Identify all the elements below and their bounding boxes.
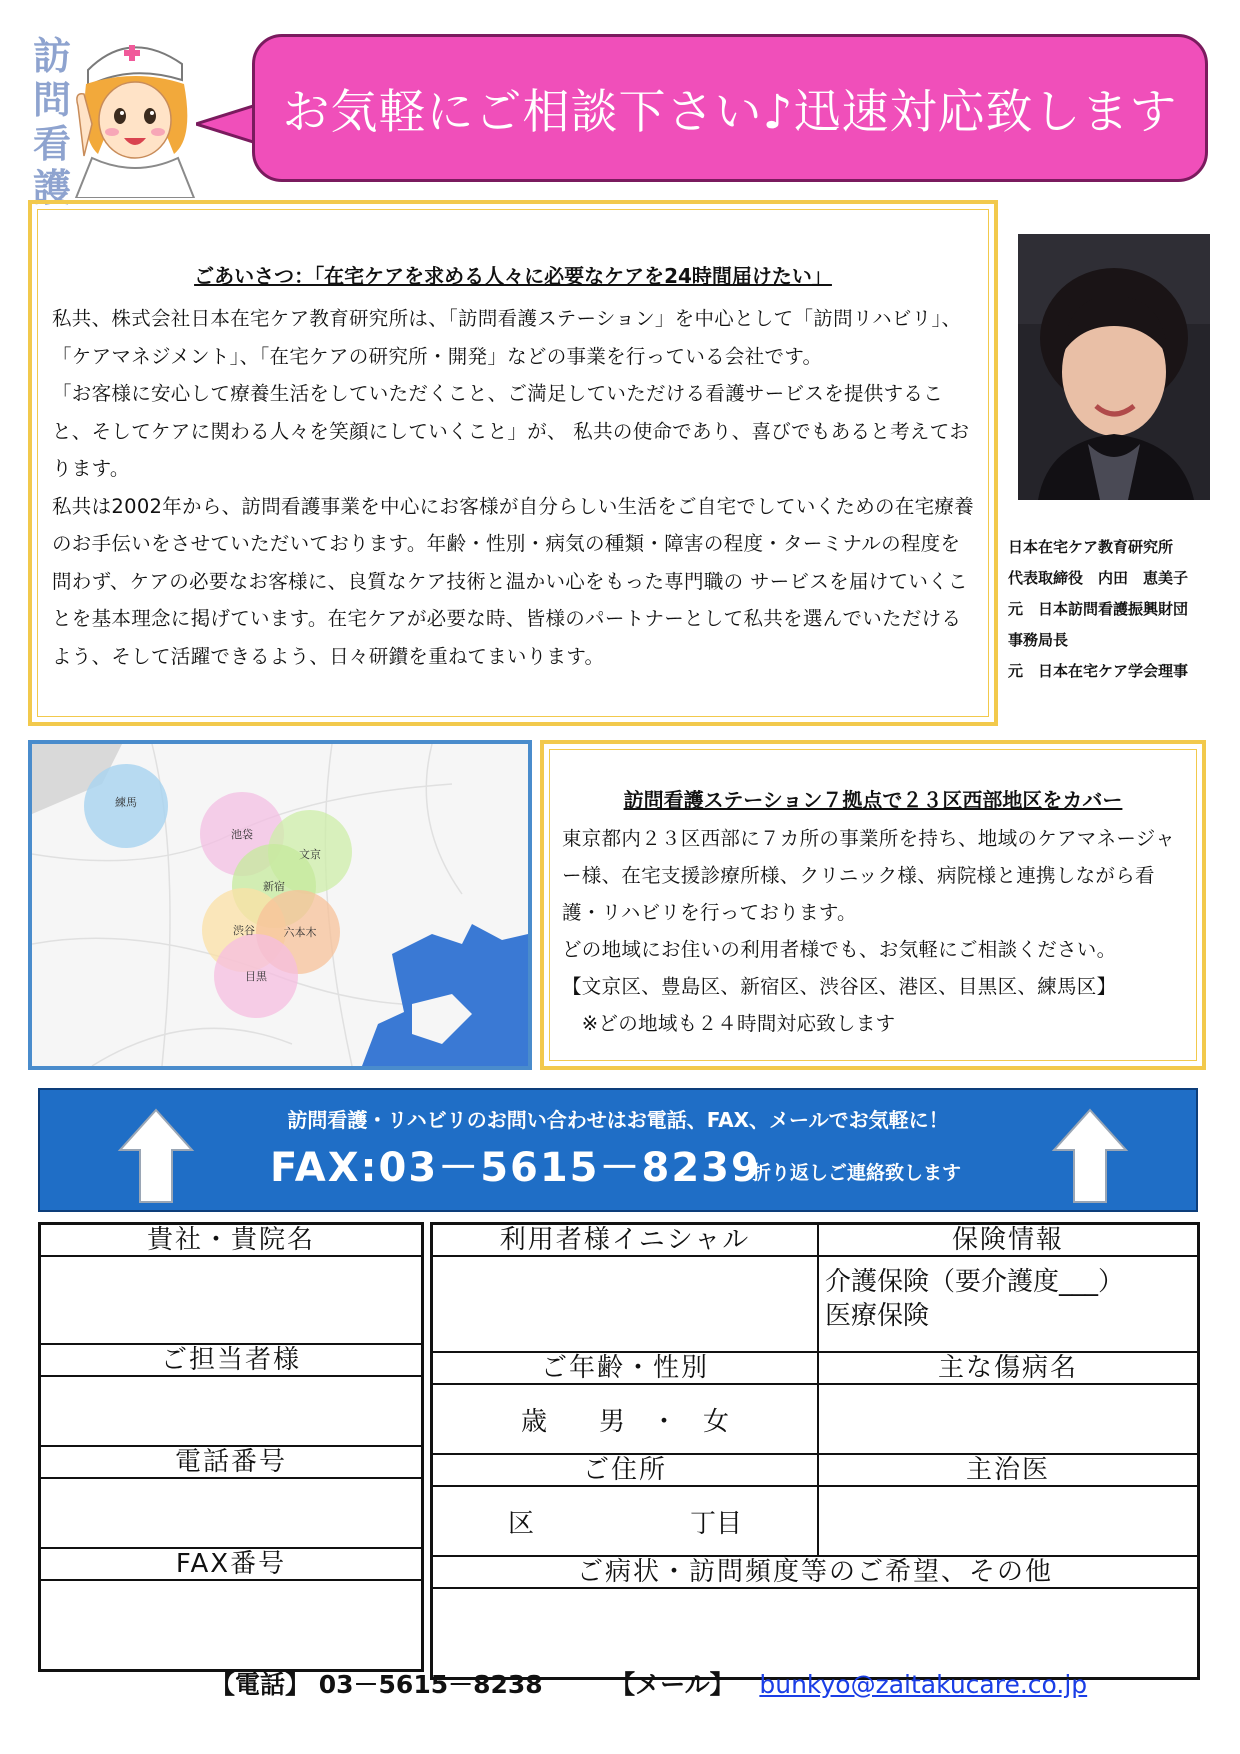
banner-text: お気軽にご相談下さい♪迅速対応致します	[282, 84, 1178, 140]
coverage-paragraph: 東京都内２３区西部に７カ所の事業所を持ち、地域のケアマネージャー様、在宅支援診療所様、クリニック様、病院様と連携しながら看護・リハビリを行っております。	[562, 827, 1176, 924]
greeting-paragraph: 私共、株式会社日本在宅ケア教育研究所は、「訪問看護ステーション」を中心として「訪問リハビリ」、「ケアマネジメント」、「在宅ケアの研究所・開発」などの事業を行っている会社です。	[52, 307, 962, 368]
map-label-bunkyo: 文京	[299, 848, 321, 861]
caption-line: 事務局長	[1008, 631, 1069, 649]
callback-note: 折り返しご連絡致します	[752, 1162, 962, 1184]
phone-footer-label: 【電話】	[210, 1670, 311, 1699]
header-banner	[252, 34, 1208, 182]
vertical-title	[30, 34, 74, 210]
phone-footer-number: 03－5615－8238	[318, 1670, 543, 1699]
map-label-roppongi: 六本木	[283, 926, 317, 939]
company-label: 貴社・貴院名	[40, 1224, 423, 1257]
vertical-title-char: 看	[32, 122, 71, 166]
map-label-meguro: 目黒	[245, 970, 267, 983]
greeting-heading: ごあいさつ：「在宅ケアを求める人々に必要なケアを24時間届けたい」	[194, 264, 832, 288]
footer-contact	[210, 1665, 1087, 1701]
doctor-label: 主治医	[818, 1454, 1199, 1486]
inquiry-form-left	[38, 1222, 424, 1672]
phone-field[interactable]	[40, 1478, 423, 1548]
vertical-title-char: 訪	[32, 34, 71, 78]
caption-line: 元 日本在宅ケア学会理事	[1008, 662, 1189, 680]
coverage-paragraph: 【文京区、豊島区、新宿区、渋谷区、港区、目黒区、練馬区】	[562, 975, 1117, 998]
age-sex-field[interactable]	[432, 1384, 819, 1454]
map-label-shibuya: 渋谷	[233, 924, 255, 937]
address-label: ご住所	[432, 1454, 819, 1486]
person-label: ご担当者様	[40, 1344, 423, 1376]
map-label-nerima: 練馬	[115, 796, 137, 809]
person-field[interactable]	[40, 1376, 423, 1446]
coverage-paragraph: ※どの地域も２４時間対応致します	[562, 1012, 896, 1035]
greeting-body	[52, 300, 976, 675]
insurance-label: 保険情報	[818, 1224, 1199, 1257]
coverage-body	[562, 820, 1190, 1042]
disease-field[interactable]	[818, 1384, 1199, 1454]
contact-banner	[38, 1088, 1198, 1212]
nurse-illustration	[70, 28, 200, 198]
fax-field[interactable]	[40, 1580, 423, 1671]
map-label-ikebukuro: 池袋	[231, 828, 253, 841]
age-sex-label: ご年齢・性別	[432, 1352, 819, 1384]
remarks-label: ご病状・訪問頻度等のご希望、その他	[432, 1556, 1199, 1588]
insurance-option-medical: 医療保険	[825, 1301, 930, 1331]
president-photo	[1018, 234, 1210, 500]
inquiry-form-right	[430, 1222, 1200, 1680]
mail-footer-label: 【メール】	[610, 1670, 735, 1699]
age-sex-value: 歳 男 ・ 女	[520, 1406, 729, 1437]
coverage-heading: 訪問看護ステーション７拠点で２３区西部地区をカバー	[623, 788, 1123, 812]
email-link[interactable]: bunkyo@zaitakucare.co.jp	[759, 1670, 1088, 1699]
coverage-section	[540, 740, 1206, 1070]
caption-line: 代表取締役 内田 恵美子	[1008, 569, 1189, 587]
initials-label: 利用者様イニシャル	[432, 1224, 819, 1257]
address-value: 区 丁目	[507, 1508, 742, 1539]
fax-label: FAX番号	[40, 1548, 423, 1580]
insurance-option-care: 介護保険（要介護度___）	[825, 1267, 1125, 1297]
president-caption	[1008, 532, 1228, 687]
greeting-paragraph: 「お客様に安心して療養生活をしていただくこと、ご満足していただける看護サービスを提供すること、そしてケアに関わる人々を笑顔にしていくこと」が、 私共の使命であり、喜びでもあると考えております。	[52, 382, 970, 480]
coverage-paragraph: どの地域にお住いの利用者様でも、お気軽にご相談ください。	[562, 938, 1117, 961]
insurance-field[interactable]	[818, 1256, 1199, 1352]
map-label-shinjuku: 新宿	[263, 880, 285, 893]
caption-line: 元 日本訪問看護振興財団	[1008, 600, 1189, 618]
address-field[interactable]	[432, 1486, 819, 1556]
phone-label: 電話番号	[40, 1446, 423, 1478]
greeting-paragraph: 私共は2002年から、訪問看護事業を中心にお客様が自分らしい生活をご自宅でしていくための在宅療養のお手伝いをさせていただいております。年齢・性別・病気の種類・障害の程度・ターミナルの程度を問わず、ケアの必要なお客様に、良質なケア技術と温かい心をもった専門職の サービスを届けていくことを基本理念に掲げています。在宅ケアが必要な時、皆様のパートナーとして私共を選んでいただけるよう、そして活躍できるよう、日々研鑚を重ねてまいります。	[52, 494, 975, 668]
greeting-section	[28, 200, 998, 726]
initials-field[interactable]	[432, 1256, 819, 1352]
vertical-title-char: 護	[32, 166, 71, 210]
disease-label: 主な傷病名	[818, 1352, 1199, 1384]
map-graphic	[32, 744, 528, 1066]
doctor-field[interactable]	[818, 1486, 1199, 1556]
company-field[interactable]	[40, 1256, 423, 1344]
coverage-map	[28, 740, 532, 1070]
vertical-title-char: 問	[32, 78, 71, 122]
contact-heading: 訪問看護・リハビリのお問い合わせはお電話、FAX、メールでお気軽に！	[287, 1108, 949, 1132]
fax-number: FAX:03－5615－8239	[270, 1145, 761, 1191]
caption-line: 日本在宅ケア教育研究所	[1008, 538, 1174, 556]
